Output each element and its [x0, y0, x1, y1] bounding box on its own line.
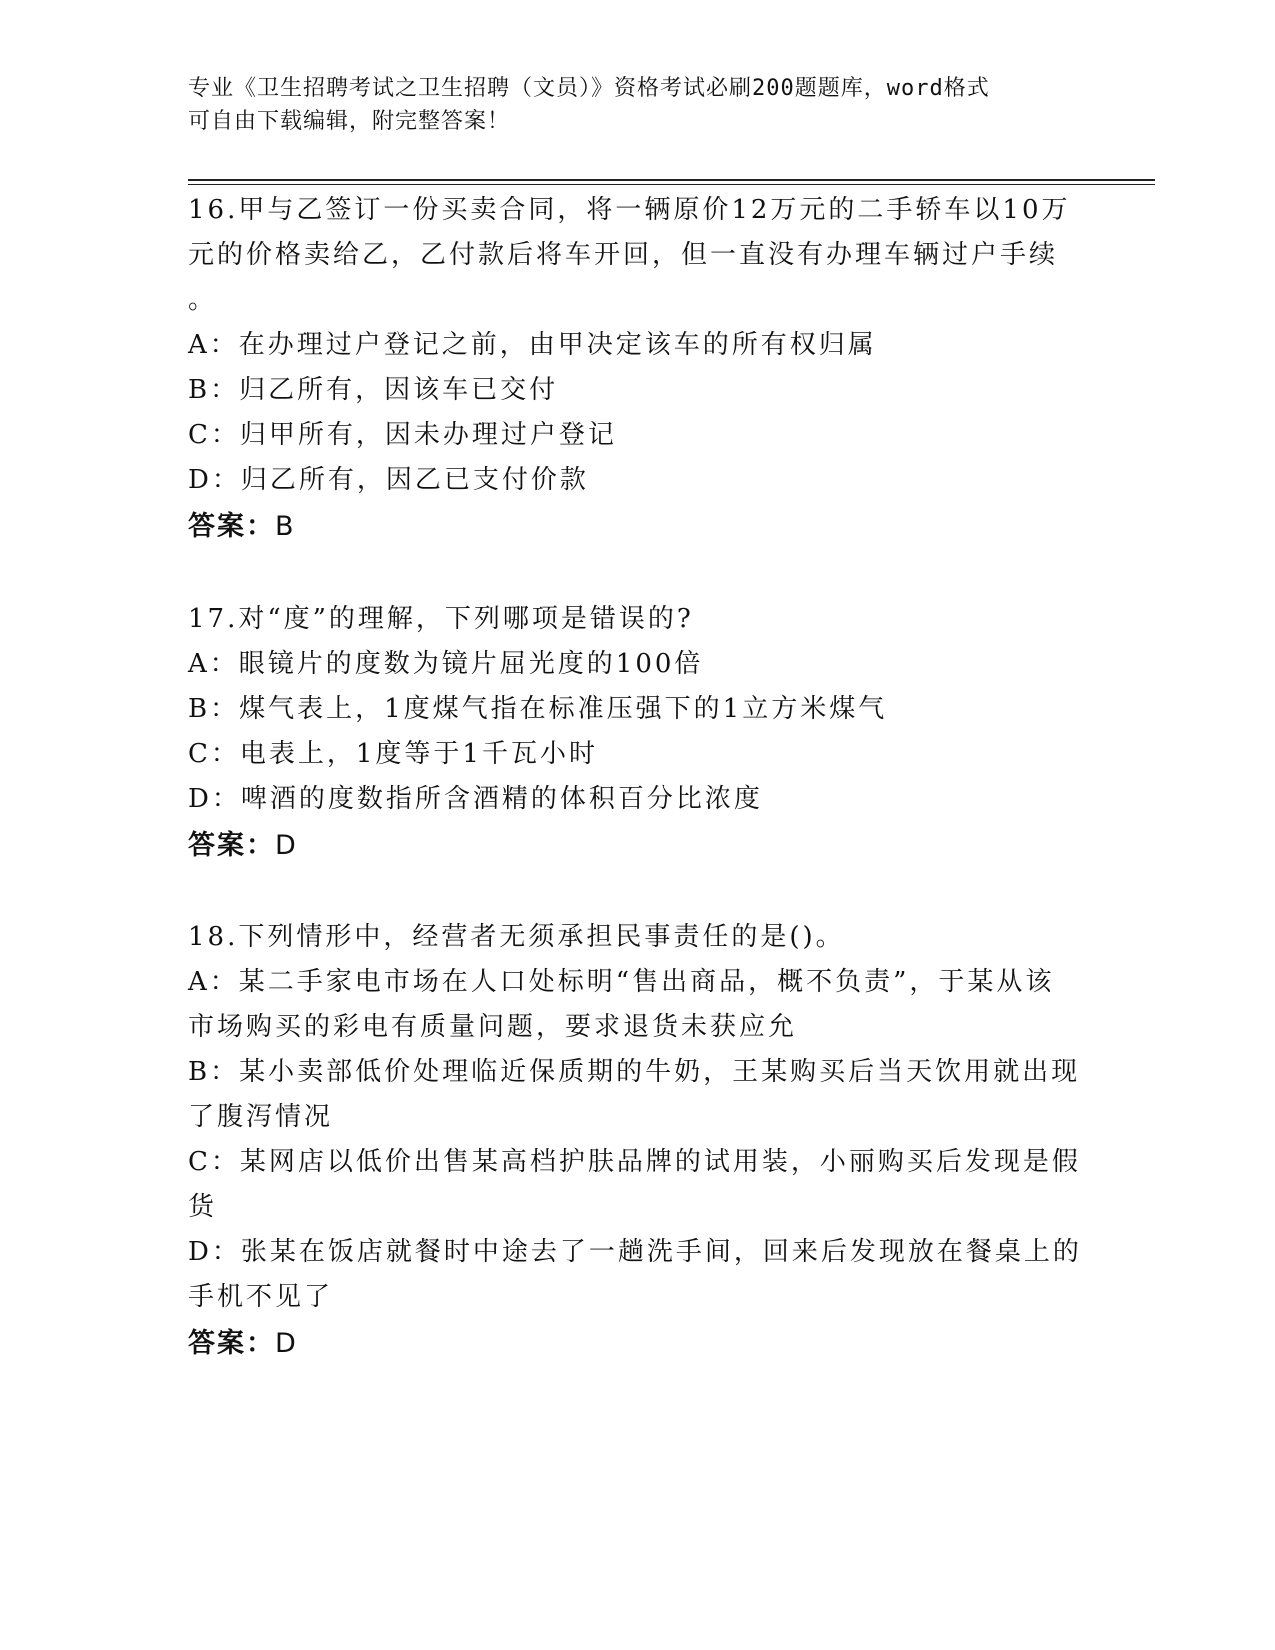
question-stem: 17.对“度”的理解，下列哪项是错误的? — [188, 604, 694, 634]
question-17 — [188, 597, 1078, 869]
question-18 — [188, 915, 1082, 1367]
option-a: A：眼镜片的度数为镜片屈光度的100倍 — [188, 649, 704, 679]
option-b: B：某小卖部低价处理临近保质期的牛奶，王某购买后当天饮用就出现 — [188, 1057, 1081, 1087]
option-d: D：啤酒的度数指所含酒精的体积百分比浓度 — [188, 784, 763, 814]
header-divider-top — [188, 179, 1155, 181]
option-a: A：在办理过户登记之前，由甲决定该车的所有权归属 — [188, 330, 877, 360]
answer-label: 答案： — [188, 511, 275, 542]
option-d-continued: 手机不见了 — [188, 1282, 334, 1312]
option-b-continued: 了腹泻情况 — [188, 1102, 334, 1132]
option-c: C：电表上，1度等于1千瓦小时 — [188, 739, 598, 769]
option-c: C：归甲所有，因未办理过户登记 — [188, 420, 617, 450]
answer-value: D — [275, 830, 298, 861]
question-stem: 18.下列情形中，经营者无须承担民事责任的是()。 — [188, 922, 845, 952]
document-header — [188, 72, 1068, 138]
option-c: C：某网店以低价出售某高档护肤品牌的试用装，小丽购买后发现是假 — [188, 1147, 1081, 1177]
option-a: A：某二手家电市场在人口处标明“售出商品，概不负责”，于某从该 — [188, 967, 1055, 997]
answer-label: 答案： — [188, 830, 275, 861]
question-16 — [188, 188, 1078, 550]
header-line-1: 专业《卫生招聘考试之卫生招聘（文员）》资格考试必刷200题题库，word格式 — [188, 76, 990, 101]
option-b: B：归乙所有，因该车已交付 — [188, 375, 559, 405]
option-c-continued: 货 — [188, 1192, 218, 1222]
answer-line — [188, 822, 1078, 869]
question-stem: 元的价格卖给乙，乙付款后将车开回，但一直没有办理车辆过户手续 — [188, 240, 1059, 270]
answer-line — [188, 503, 1078, 550]
answer-label: 答案： — [188, 1328, 275, 1359]
question-stem: 。 — [188, 285, 218, 315]
answer-value: D — [275, 1328, 298, 1359]
header-line-2: 可自由下载编辑，附完整答案！ — [188, 109, 511, 134]
answer-line — [188, 1320, 1078, 1367]
option-a-continued: 市场购买的彩电有质量问题，要求退货未获应允 — [188, 1012, 798, 1042]
answer-value: B — [275, 511, 296, 542]
option-b: B：煤气表上，1度煤气指在标准压强下的1立方米煤气 — [188, 694, 888, 724]
question-stem: 16.甲与乙签订一份买卖合同，将一辆原价12万元的二手轿车以10万 — [188, 195, 1071, 225]
option-d: D：张某在饭店就餐时中途去了一趟洗手间，回来后发现放在餐桌上的 — [188, 1237, 1082, 1267]
option-d: D：归乙所有，因乙已支付价款 — [188, 465, 589, 495]
header-divider-bottom — [188, 184, 1155, 185]
